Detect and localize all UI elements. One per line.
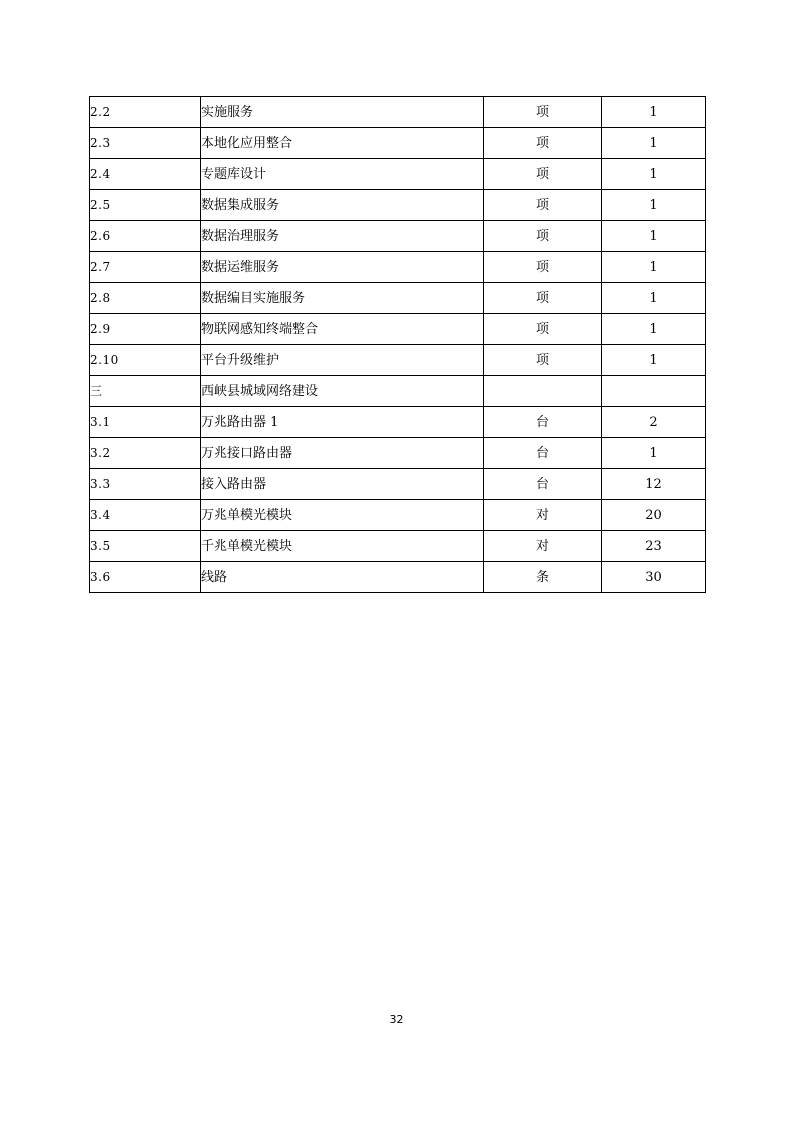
item-quantity: 1	[602, 438, 706, 469]
item-quantity: 1	[602, 97, 706, 128]
item-number: 3.6	[90, 562, 201, 593]
item-number: 2.8	[90, 283, 201, 314]
item-number: 2.2	[90, 97, 201, 128]
item-name: 接入路由器	[201, 469, 484, 500]
equipment-table	[89, 96, 706, 593]
item-number: 2.10	[90, 345, 201, 376]
item-number: 3.2	[90, 438, 201, 469]
item-quantity: 1	[602, 345, 706, 376]
item-unit: 项	[484, 252, 602, 283]
item-number: 3.4	[90, 500, 201, 531]
item-unit: 对	[484, 500, 602, 531]
table-row	[90, 283, 706, 314]
page-number: 32	[389, 1013, 404, 1026]
item-quantity: 1	[602, 252, 706, 283]
item-unit: 项	[484, 97, 602, 128]
table-row	[90, 97, 706, 128]
item-number: 2.9	[90, 314, 201, 345]
item-name: 数据治理服务	[201, 221, 484, 252]
item-unit: 项	[484, 345, 602, 376]
table-row	[90, 252, 706, 283]
item-quantity: 1	[602, 159, 706, 190]
item-unit: 对	[484, 531, 602, 562]
item-unit: 台	[484, 469, 602, 500]
table-row	[90, 221, 706, 252]
item-unit: 条	[484, 562, 602, 593]
item-unit: 项	[484, 128, 602, 159]
item-unit	[484, 376, 602, 407]
item-quantity: 1	[602, 283, 706, 314]
item-quantity: 1	[602, 221, 706, 252]
item-quantity: 2	[602, 407, 706, 438]
item-quantity: 1	[602, 314, 706, 345]
item-name: 万兆接口路由器	[201, 438, 484, 469]
item-quantity: 30	[602, 562, 706, 593]
table-row	[90, 438, 706, 469]
item-unit: 项	[484, 283, 602, 314]
item-number: 3.3	[90, 469, 201, 500]
item-name: 平台升级维护	[201, 345, 484, 376]
item-quantity: 23	[602, 531, 706, 562]
item-unit: 项	[484, 221, 602, 252]
item-name: 专题库设计	[201, 159, 484, 190]
table-row	[90, 500, 706, 531]
item-name: 实施服务	[201, 97, 484, 128]
item-quantity: 20	[602, 500, 706, 531]
item-unit: 台	[484, 438, 602, 469]
section-number: 三	[90, 376, 201, 407]
table-row	[90, 128, 706, 159]
item-name: 万兆路由器 1	[201, 407, 484, 438]
item-name: 千兆单模光模块	[201, 531, 484, 562]
section-row	[90, 376, 706, 407]
item-number: 2.7	[90, 252, 201, 283]
item-name: 线路	[201, 562, 484, 593]
table-row	[90, 562, 706, 593]
item-name: 万兆单模光模块	[201, 500, 484, 531]
item-unit: 台	[484, 407, 602, 438]
section-name: 西峡县城域网络建设	[201, 376, 484, 407]
table-row	[90, 407, 706, 438]
item-quantity	[602, 376, 706, 407]
item-number: 2.3	[90, 128, 201, 159]
item-number: 2.5	[90, 190, 201, 221]
item-number: 2.6	[90, 221, 201, 252]
item-name: 物联网感知终端整合	[201, 314, 484, 345]
table-row	[90, 159, 706, 190]
item-quantity: 1	[602, 128, 706, 159]
item-quantity: 1	[602, 190, 706, 221]
item-unit: 项	[484, 159, 602, 190]
item-number: 2.4	[90, 159, 201, 190]
item-name: 本地化应用整合	[201, 128, 484, 159]
table-row	[90, 314, 706, 345]
table-row	[90, 190, 706, 221]
table-row	[90, 469, 706, 500]
item-name: 数据运维服务	[201, 252, 484, 283]
item-unit: 项	[484, 314, 602, 345]
item-name: 数据编目实施服务	[201, 283, 484, 314]
table-row	[90, 345, 706, 376]
item-number: 3.5	[90, 531, 201, 562]
table-row	[90, 531, 706, 562]
item-number: 3.1	[90, 407, 201, 438]
item-quantity: 12	[602, 469, 706, 500]
item-name: 数据集成服务	[201, 190, 484, 221]
item-unit: 项	[484, 190, 602, 221]
